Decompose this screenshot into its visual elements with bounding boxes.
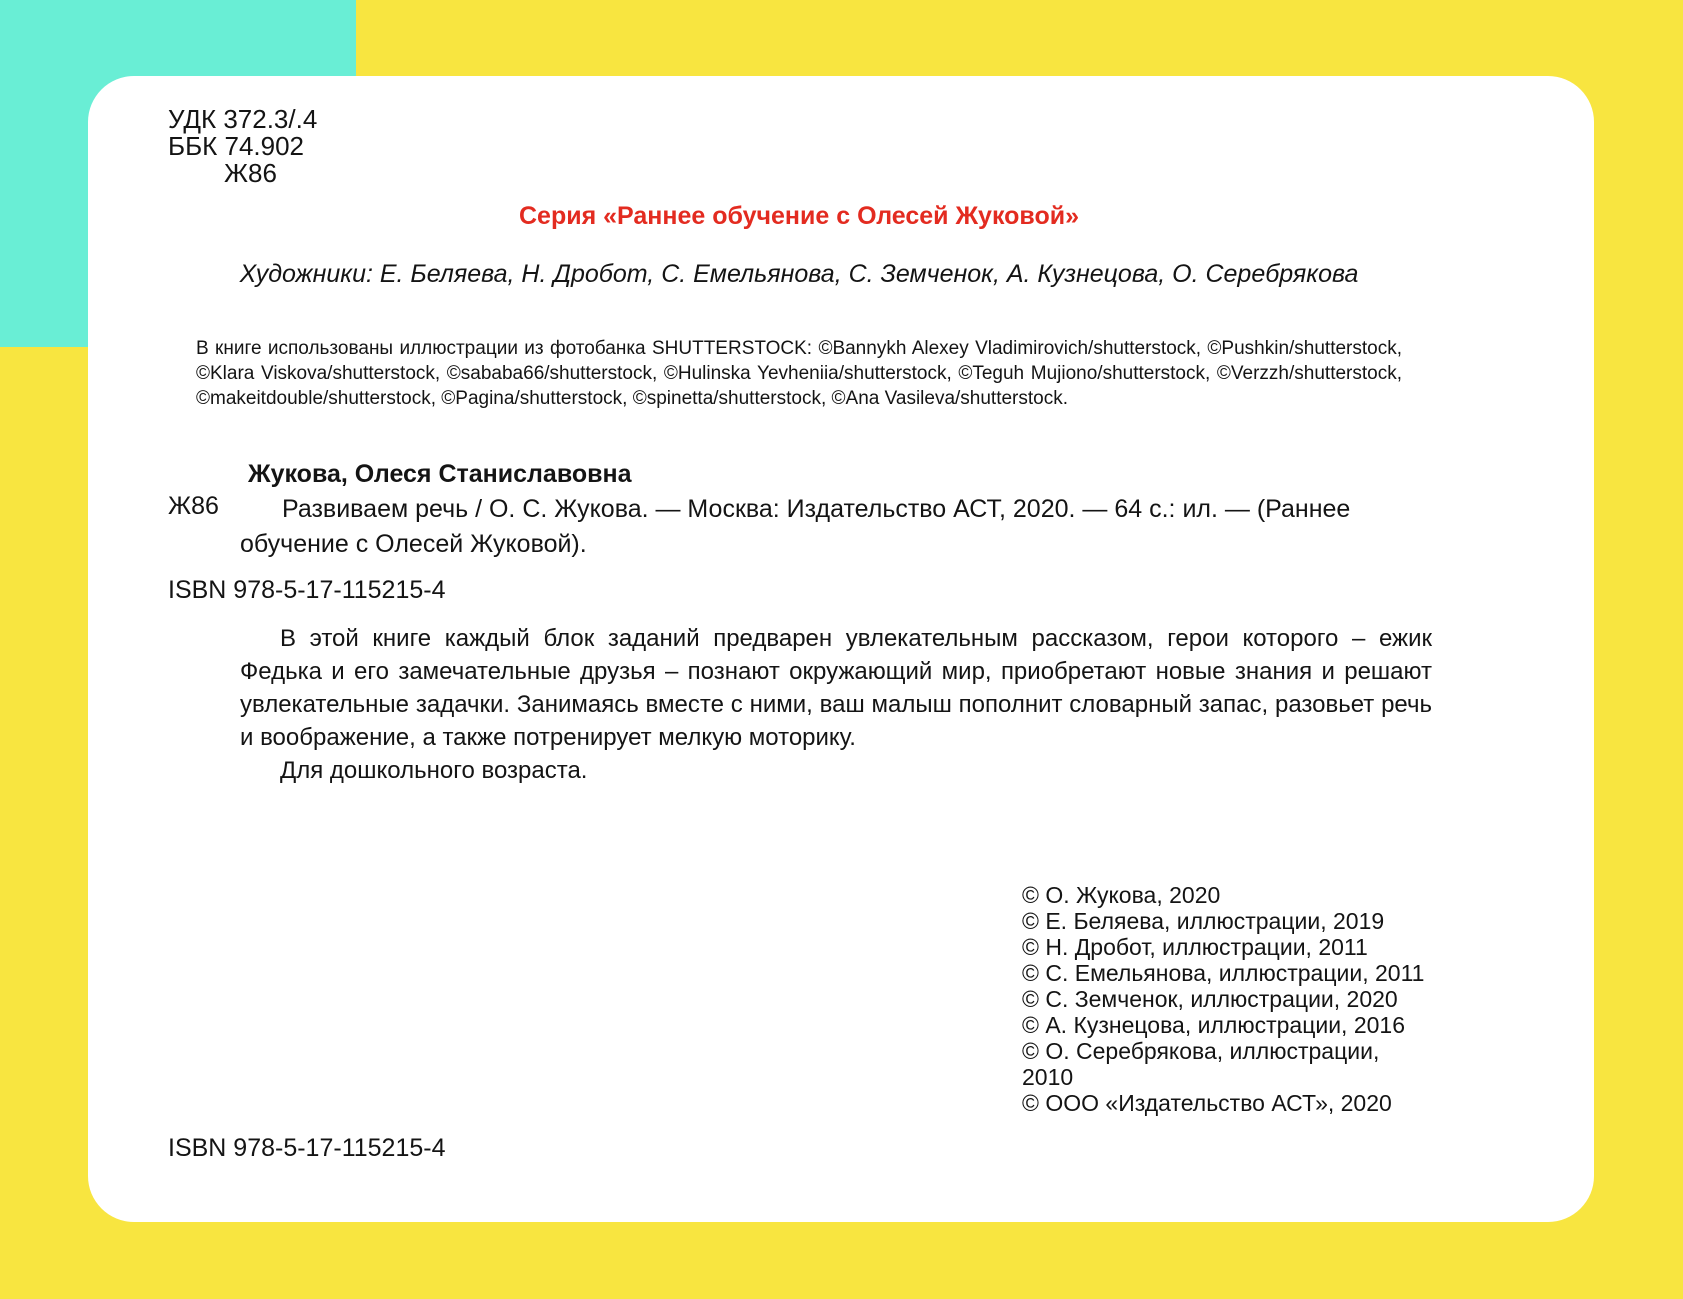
imprint-card [88, 76, 1594, 1222]
classification-block [168, 106, 317, 187]
copyright-item: © Н. Дробот, иллюстрации, 2011 [1022, 934, 1368, 960]
imprint-content [168, 76, 1430, 1222]
author-heading: Жукова, Олеся Станиславовна [248, 460, 632, 488]
copyright-list [1022, 882, 1430, 1116]
catalog-entry: Развиваем речь / О. С. Жукова. — Москва: Издательство АСТ, 2020. — 64 с.: ил. — (Раннее обучение с Олесей Жуковой). [240, 495, 1351, 558]
author-sign: Ж86 [224, 158, 277, 188]
copyright-item: © А. Кузнецова, иллюстрации, 2016 [1022, 1012, 1406, 1038]
copyright-item: © О. Жукова, 2020 [1022, 882, 1221, 908]
copyright-item: © С. Емельянова, иллюстрации, 2011 [1022, 960, 1425, 986]
udk-code: УДК 372.3/.4 [168, 104, 318, 134]
age-note: Для дошкольного возраста. [280, 757, 588, 784]
bbk-code: ББК 74.902 [168, 131, 305, 161]
copyright-item: © ООО «Издательство АСТ», 2020 [1022, 1090, 1392, 1116]
artists-line: Художники: Е. Беляева, Н. Дробот, С. Емельянова, С. Земченок, А. Кузнецова, О. Серебрякова [239, 260, 1359, 288]
photo-credits: В книге использованы иллюстрации из фотобанка SHUTTERSTOCK: ©Bannykh Alexey Vladimirovich/shutterstock, ©Pushkin/shutterstock, ©Klara Viskova/shutterstock, ©sababa66/shutterstock, ©Hulinska Yevheniia/shutterstock, ©Teguh Mujiono/shutterstock, ©Verzzh/shutterstock, ©makeitdouble/shutterstock, ©Pagina/shutterstock, ©spinetta/shutterstock, ©Ana Vasileva/shutterstock. [196, 338, 1402, 409]
copyright-item: © Е. Беляева, иллюстрации, 2019 [1022, 908, 1385, 934]
copyright-item: © О. Серебрякова, иллюстрации, 2010 [1022, 1038, 1380, 1090]
isbn-top: ISBN 978-5-17-115215-4 [168, 576, 446, 604]
copyright-item: © С. Земченок, иллюстрации, 2020 [1022, 986, 1398, 1012]
catalog-code: Ж86 [168, 492, 219, 520]
annotation-paragraph: В этой книге каждый блок заданий предварен увлекательным рассказом, герои которого – ежик Федька и его замечательные друзья – познают окружающий мир, приобретают новые знания и решают увлекательные задачки. Занимаясь вместе с ними, ваш малыш пополнит словарный запас, разовьет речь и воображение, а также потренирует мелкую моторику. [240, 625, 1432, 751]
isbn-bottom: ISBN 978-5-17-115215-4 [168, 1134, 446, 1162]
series-title: Серия «Раннее обучение с Олесей Жуковой» [518, 202, 1079, 230]
annotation-block [240, 622, 1432, 787]
